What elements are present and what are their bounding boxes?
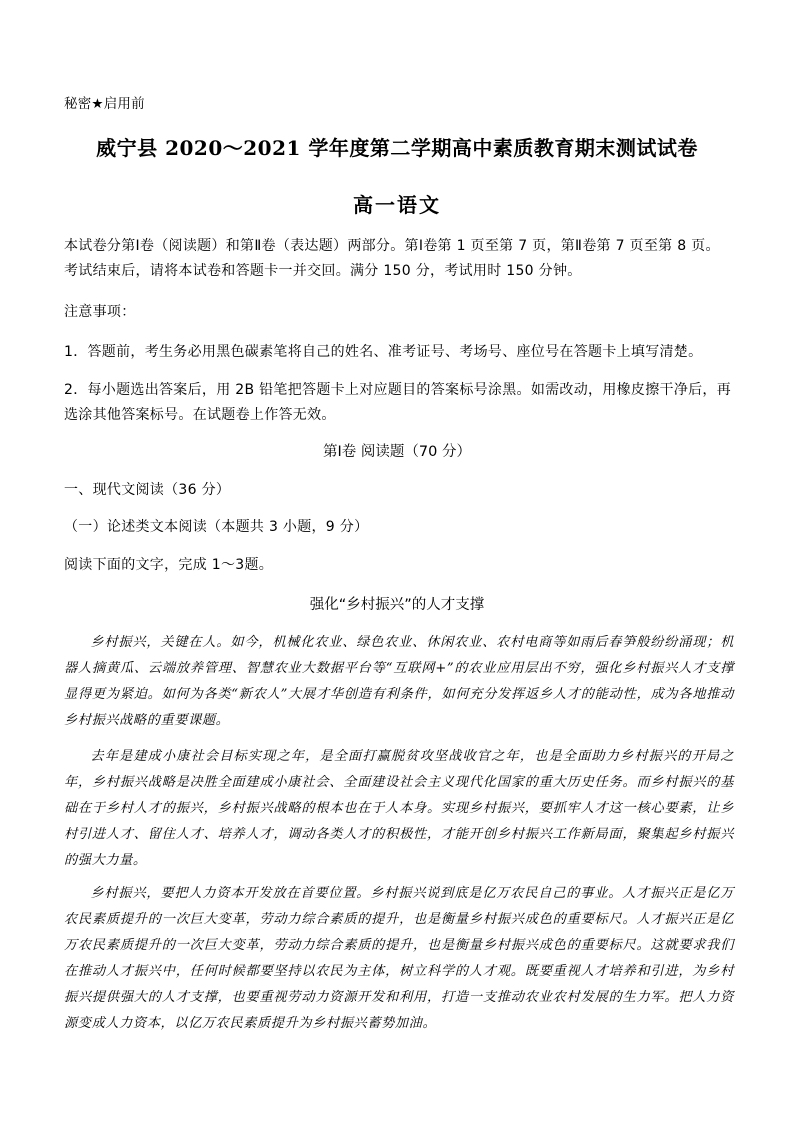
exam-title: 威宁县 2020～2021 学年度第二学期高中素质教育期末测试试卷	[96, 136, 698, 160]
section-heading: 一、现代文阅读（36 分）	[64, 482, 231, 498]
note-item-1: 1．答题前，考生务必用黑色碳素笔将自己的姓名、准考证号、考场号、座位号在答题卡上填写清楚。	[64, 344, 703, 360]
article-paragraph: 乡村振兴，要把人力资本开发放在首要位置。乡村振兴说到底是亿万农民自己的事业。人才振兴正是亿万农民素质提升的一次巨大变革，劳动力综合素质的提升，也是衡量乡村振兴成色的重要标尺。人才振兴正是亿万农民素质提升的一次巨大变革，劳动力综合素质的提升，也是衡量乡村振兴成色的重要标尺。这就要求我们在推动人才振兴中，任何时候都要坚持以农民为主体，树立科学的人才观。既要重视人才培养和引进，为乡村振兴提供强大的人才支撑，也要重视劳动力资源开发和利用，打造一支推动农业农村发展的生力军。把人力资源变成人力资本，以亿万农民素质提升为乡村振兴蓄势加油。	[64, 886, 734, 1031]
reading-instruction: 阅读下面的文字，完成 1～3题。	[64, 557, 274, 573]
subsection-heading: （一）论述类文本阅读（本题共 3 小题，9 分）	[64, 519, 369, 535]
part-one-title: 第Ⅰ卷 阅读题（70 分）	[323, 444, 471, 460]
note-item-2: 2．每小题选出答案后，用 2B 铅笔把答题卡上对应题目的答案标号涂黑。如需改动，用橡皮擦干净后，再选涂其他答案标号。在试题卷上作答无效。	[64, 382, 732, 423]
notes-heading: 注意事项：	[64, 304, 136, 320]
article-title: 强化“乡村振兴”的人才支撑	[309, 597, 485, 613]
subject-title: 高一语文	[353, 193, 441, 217]
article-paragraph: 去年是建成小康社会目标实现之年，是全面打赢脱贫攻坚战收官之年，也是全面助力乡村振兴的开局之年，乡村振兴战略是决胜全面建成小康社会、全面建设社会主义现代化国家的重大历史任务。而乡村振兴的基础在于乡村人才的振兴，乡村振兴战略的根本也在于人本身。实现乡村振兴，要抓牢人才这一核心要素，让乡村引进人才、留住人才、培养人才，调动各类人才的积极性，才能开创乡村振兴工作新局面，聚集起乡村振兴的强大力量。	[64, 749, 734, 868]
exam-intro-text: 本试卷分第Ⅰ卷（阅读题）和第Ⅱ卷（表达题）两部分。第Ⅰ卷第 1 页至第 7 页，第Ⅱ卷第 7 页至第 8 页。考试结束后，请将本试卷和答题卡一并交回。满分 150 分，考试用时 150 分钟。	[64, 238, 720, 279]
confidential-label: 秘密★启用前	[64, 96, 145, 112]
article-paragraph: 乡村振兴，关键在人。如今，机械化农业、绿色农业、休闲农业、农村电商等如雨后春笋般纷纷涌现；机器人摘黄瓜、云端放养管理、智慧农业大数据平台等“互联网+”的农业应用层出不穷，强化乡村振兴人才支撑显得更为紧迫。如何为各类“新农人”大展才华创造有利条件，如何充分发挥返乡人才的能动性，成为各地推动乡村振兴战略的重要课题。	[64, 635, 734, 728]
